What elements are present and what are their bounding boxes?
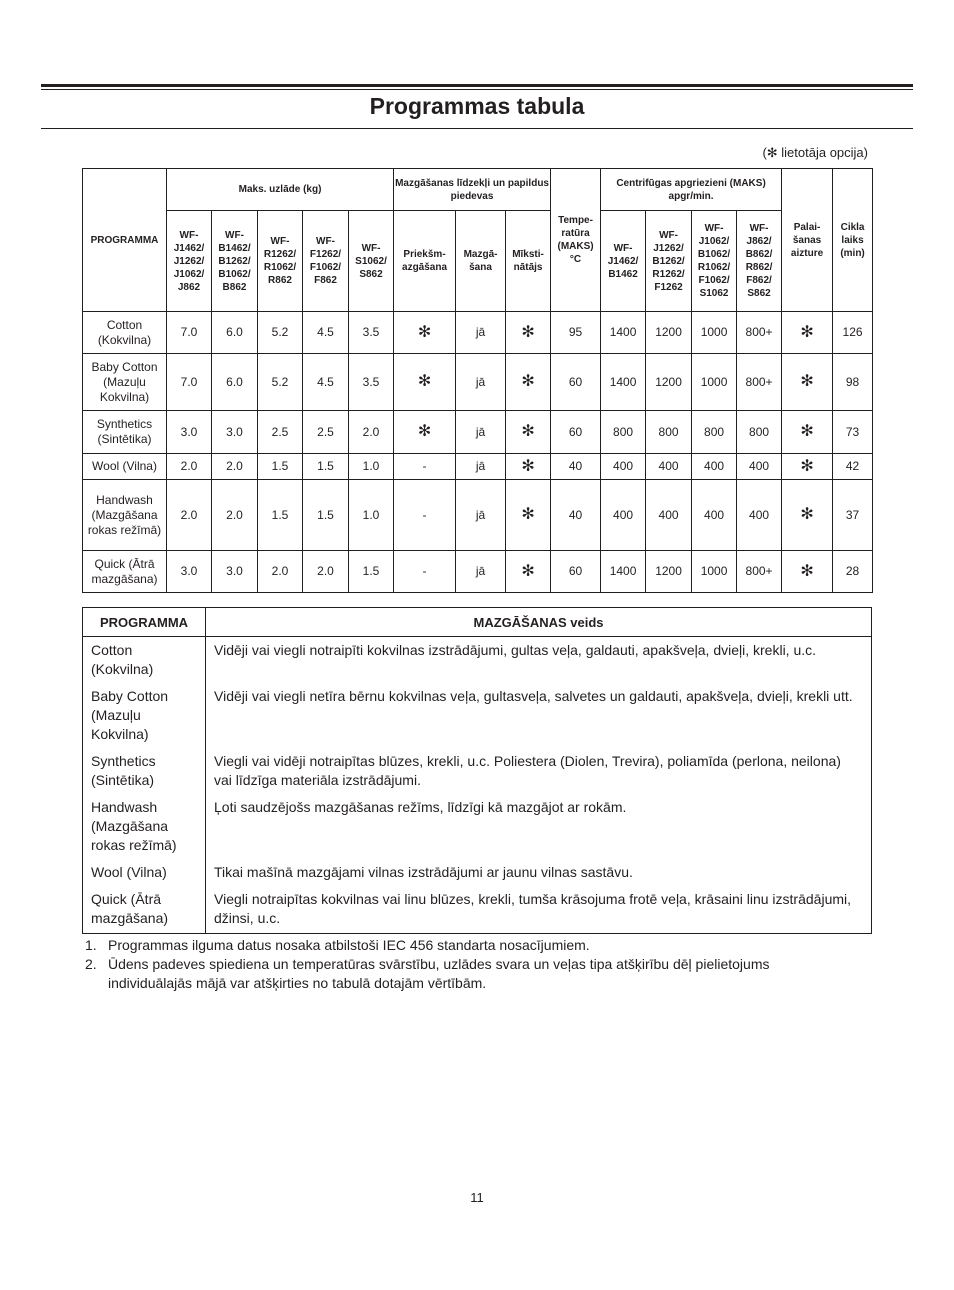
load-model-header: WF-J1462/ J1262/ J1062/ J862 bbox=[167, 211, 212, 312]
table-cell: 2.0 bbox=[167, 480, 212, 551]
table-cell: ✻ bbox=[506, 454, 551, 480]
table-cell: 2.0 bbox=[212, 480, 258, 551]
program-name-cell: Quick (Ātrā mazgāšana) bbox=[83, 551, 167, 593]
table-cell: 1400 bbox=[601, 551, 646, 593]
table-cell: 3.5 bbox=[349, 312, 394, 354]
user-option-note: (✻ lietotāja opcija) bbox=[762, 145, 868, 160]
table-cell: - bbox=[394, 454, 456, 480]
table-cell: 7.0 bbox=[167, 354, 212, 411]
table-cell: - bbox=[394, 480, 456, 551]
table-cell: 400 bbox=[692, 454, 737, 480]
table-cell: 800+ bbox=[737, 551, 782, 593]
spin-model-header: WF-J1262/ B1262/ R1262/ F1262 bbox=[646, 211, 692, 312]
program-name-cell: Cotton (Kokvilna) bbox=[83, 312, 167, 354]
table-row bbox=[83, 860, 872, 887]
table-cell: 60 bbox=[551, 354, 601, 411]
table-row bbox=[83, 354, 873, 411]
program-name-cell: Synthetics (Sintētika) bbox=[83, 749, 206, 795]
table-cell: 1400 bbox=[601, 354, 646, 411]
table-cell: ✻ bbox=[506, 551, 551, 593]
program-name-cell: Baby Cotton (Mazuļu Kokvilna) bbox=[83, 684, 206, 749]
table-cell: 37 bbox=[833, 480, 873, 551]
table-cell: 1000 bbox=[692, 354, 737, 411]
detergent-wash-header: Mazgā-šana bbox=[456, 211, 506, 312]
detergent-prewash-header: Priekšm-azgāšana bbox=[394, 211, 456, 312]
table-cell: 2.0 bbox=[212, 454, 258, 480]
table-cell: 2.5 bbox=[303, 411, 349, 454]
table-row bbox=[83, 551, 873, 593]
footnote-text: Programmas ilguma datus nosaka atbilstoši IEC 456 standarta nosacījumiem. bbox=[108, 937, 590, 953]
table-cell: 800 bbox=[737, 411, 782, 454]
table-cell: 3.0 bbox=[167, 411, 212, 454]
table-cell: 1.0 bbox=[349, 454, 394, 480]
table-cell: jā bbox=[456, 312, 506, 354]
col-header-rinse-hold: Palai-šanas aizture bbox=[782, 169, 833, 312]
program-name-cell: Wool (Vilna) bbox=[83, 454, 167, 480]
table-cell: 6.0 bbox=[212, 354, 258, 411]
program-name-cell: Handwash (Mazgāšana rokas režīmā) bbox=[83, 795, 206, 860]
table-cell: 95 bbox=[551, 312, 601, 354]
footnote bbox=[85, 955, 845, 993]
table-cell: 42 bbox=[833, 454, 873, 480]
program-name-cell: Quick (Ātrā mazgāšana) bbox=[83, 887, 206, 934]
header-rule-thin bbox=[41, 89, 913, 90]
wash-description-cell: Ļoti saudzējošs mazgāšanas režīms, līdzīgi kā mazgājot ar rokām. bbox=[206, 795, 872, 860]
table-cell: 1200 bbox=[646, 354, 692, 411]
load-model-header: WF-B1462/ B1262/ B1062/ B862 bbox=[212, 211, 258, 312]
table-cell: jā bbox=[456, 411, 506, 454]
footnote-number: 1. bbox=[85, 937, 97, 953]
table-cell: 40 bbox=[551, 480, 601, 551]
table-cell: 5.2 bbox=[258, 354, 303, 411]
table-cell: 2.0 bbox=[258, 551, 303, 593]
detergent-softener-header: Mīksti-nātājs bbox=[506, 211, 551, 312]
table-cell: ✻ bbox=[506, 411, 551, 454]
spin-model-header: WF-J862/ B862/ R862/ F862/ S862 bbox=[737, 211, 782, 312]
table-cell: 400 bbox=[646, 480, 692, 551]
load-model-header: WF-R1262/ R1062/ R862 bbox=[258, 211, 303, 312]
table-cell: 1.0 bbox=[349, 480, 394, 551]
wash-description-cell: Vidēji vai viegli netīra bērnu kokvilnas veļa, gultasveļa, salvetes un galdauti, apakšveļa, dvieļi, krekli utt. bbox=[206, 684, 872, 749]
table-cell: 2.0 bbox=[167, 454, 212, 480]
table-cell: 1000 bbox=[692, 551, 737, 593]
table-cell: 800+ bbox=[737, 312, 782, 354]
table-cell: 98 bbox=[833, 354, 873, 411]
col-header-spin-speed: Centrifūgas apgriezieni (MAKS) apgr/min. bbox=[601, 169, 782, 211]
col-header-programma: PROGRAMMA bbox=[83, 169, 167, 312]
table-cell: jā bbox=[456, 551, 506, 593]
table-cell: 800 bbox=[601, 411, 646, 454]
header-rule-thick bbox=[41, 84, 913, 87]
table-row bbox=[83, 480, 873, 551]
table-cell: 1.5 bbox=[303, 480, 349, 551]
wash-description-cell: Tikai mašīnā mazgājami vilnas izstrādājumi ar jaunu vilnas sastāvu. bbox=[206, 860, 872, 887]
table-cell: 1.5 bbox=[258, 480, 303, 551]
table-cell: 400 bbox=[646, 454, 692, 480]
types-header-wash-type: MAZGĀŠANAS veids bbox=[206, 608, 872, 637]
table-cell: 400 bbox=[692, 480, 737, 551]
table-cell: ✻ bbox=[782, 454, 833, 480]
table-cell: 6.0 bbox=[212, 312, 258, 354]
table-cell: jā bbox=[456, 354, 506, 411]
table-cell: 2.5 bbox=[258, 411, 303, 454]
table-cell: 3.0 bbox=[212, 551, 258, 593]
table-cell: 3.5 bbox=[349, 354, 394, 411]
table-row bbox=[83, 795, 872, 860]
table-cell: 1200 bbox=[646, 551, 692, 593]
load-model-header: WF-F1262/ F1062/ F862 bbox=[303, 211, 349, 312]
table-cell: 400 bbox=[737, 480, 782, 551]
title-underline bbox=[41, 128, 913, 129]
col-header-temperature: Tempe-ratūra (MAKS) °C bbox=[551, 169, 601, 312]
table-cell: - bbox=[394, 551, 456, 593]
table-cell: 4.5 bbox=[303, 312, 349, 354]
table-cell: 800+ bbox=[737, 354, 782, 411]
types-header-program: PROGRAMMA bbox=[83, 608, 206, 637]
table-cell: 73 bbox=[833, 411, 873, 454]
table-row bbox=[83, 411, 873, 454]
page-title: Programmas tabula bbox=[369, 93, 585, 119]
table-cell: 1400 bbox=[601, 312, 646, 354]
table-cell: ✻ bbox=[506, 480, 551, 551]
table-row bbox=[83, 312, 873, 354]
table-cell: jā bbox=[456, 480, 506, 551]
wash-description-cell: Viegli vai vidēji notraipītas blūzes, krekli, u.c. Poliestera (Diolen, Trevira), poliamīda (perlona, neilona) vai līdzīga materiāla izstrādājumi. bbox=[206, 749, 872, 795]
table-cell: 400 bbox=[601, 454, 646, 480]
table-cell: 2.0 bbox=[303, 551, 349, 593]
table-cell: 1200 bbox=[646, 312, 692, 354]
table-cell: ✻ bbox=[506, 312, 551, 354]
col-header-detergents: Mazgāšanas līdzekļi un papildus piedevas bbox=[394, 169, 551, 211]
table-cell: ✻ bbox=[782, 312, 833, 354]
table-cell: 400 bbox=[601, 480, 646, 551]
footnote bbox=[85, 936, 845, 955]
footnotes bbox=[85, 936, 845, 993]
table-cell: 5.2 bbox=[258, 312, 303, 354]
program-name-cell: Wool (Vilna) bbox=[83, 860, 206, 887]
program-spec-table bbox=[82, 168, 873, 593]
table-cell: 2.0 bbox=[349, 411, 394, 454]
table-row bbox=[83, 749, 872, 795]
table-cell: 1.5 bbox=[258, 454, 303, 480]
table-row bbox=[83, 887, 872, 934]
table-row bbox=[83, 454, 873, 480]
table-cell: 3.0 bbox=[167, 551, 212, 593]
table-row bbox=[83, 684, 872, 749]
col-header-max-load: Maks. uzlāde (kg) bbox=[167, 169, 394, 211]
table-cell: ✻ bbox=[782, 480, 833, 551]
footnote-text: Ūdens padeves spiediena un temperatūras svārstību, uzlādes svara un veļas tipa atšķirību dēļ pielietojums individuālajās mājā var atšķirties no tabulā dotajām vērtībām. bbox=[108, 956, 770, 991]
wash-type-table bbox=[82, 607, 872, 934]
table-cell: 3.0 bbox=[212, 411, 258, 454]
program-name-cell: Cotton (Kokvilna) bbox=[83, 637, 206, 685]
table-cell: ✻ bbox=[506, 354, 551, 411]
wash-description-cell: Viegli notraipītas kokvilnas vai linu blūzes, krekli, tumša krāsojuma frotē veļa, krāsaini linu izstrādājumi, džinsi, u.c. bbox=[206, 887, 872, 934]
table-cell: ✻ bbox=[394, 411, 456, 454]
table-cell: ✻ bbox=[782, 354, 833, 411]
table-cell: ✻ bbox=[782, 411, 833, 454]
table-cell: ✻ bbox=[394, 354, 456, 411]
table-cell: 60 bbox=[551, 411, 601, 454]
table-cell: 4.5 bbox=[303, 354, 349, 411]
table-row bbox=[83, 637, 872, 685]
spin-model-header: WF-J1462/ B1462 bbox=[601, 211, 646, 312]
load-model-header: WF-S1062/ S862 bbox=[349, 211, 394, 312]
table-cell: 800 bbox=[646, 411, 692, 454]
table-cell: 1.5 bbox=[303, 454, 349, 480]
footnote-number: 2. bbox=[85, 956, 97, 972]
table-cell: ✻ bbox=[782, 551, 833, 593]
program-name-cell: Synthetics (Sintētika) bbox=[83, 411, 167, 454]
program-name-cell: Handwash (Mazgāšana rokas režīmā) bbox=[83, 480, 167, 551]
col-header-cycle-time: Cikla laiks (min) bbox=[833, 169, 873, 312]
table-cell: jā bbox=[456, 454, 506, 480]
page-number: 11 bbox=[470, 1190, 484, 1205]
table-cell: 1000 bbox=[692, 312, 737, 354]
table-cell: 126 bbox=[833, 312, 873, 354]
program-name-cell: Baby Cotton (Mazuļu Kokvilna) bbox=[83, 354, 167, 411]
table-cell: 40 bbox=[551, 454, 601, 480]
table-cell: 400 bbox=[737, 454, 782, 480]
wash-description-cell: Vidēji vai viegli notraipīti kokvilnas izstrādājumi, gultas veļa, galdauti, apakšveļa, dvieļi, krekli, u.c. bbox=[206, 637, 872, 685]
table-cell: 800 bbox=[692, 411, 737, 454]
table-cell: 1.5 bbox=[349, 551, 394, 593]
table-cell: 60 bbox=[551, 551, 601, 593]
spin-model-header: WF-J1062/ B1062/ R1062/ F1062/ S1062 bbox=[692, 211, 737, 312]
table-cell: 28 bbox=[833, 551, 873, 593]
table-cell: ✻ bbox=[394, 312, 456, 354]
table-cell: 7.0 bbox=[167, 312, 212, 354]
